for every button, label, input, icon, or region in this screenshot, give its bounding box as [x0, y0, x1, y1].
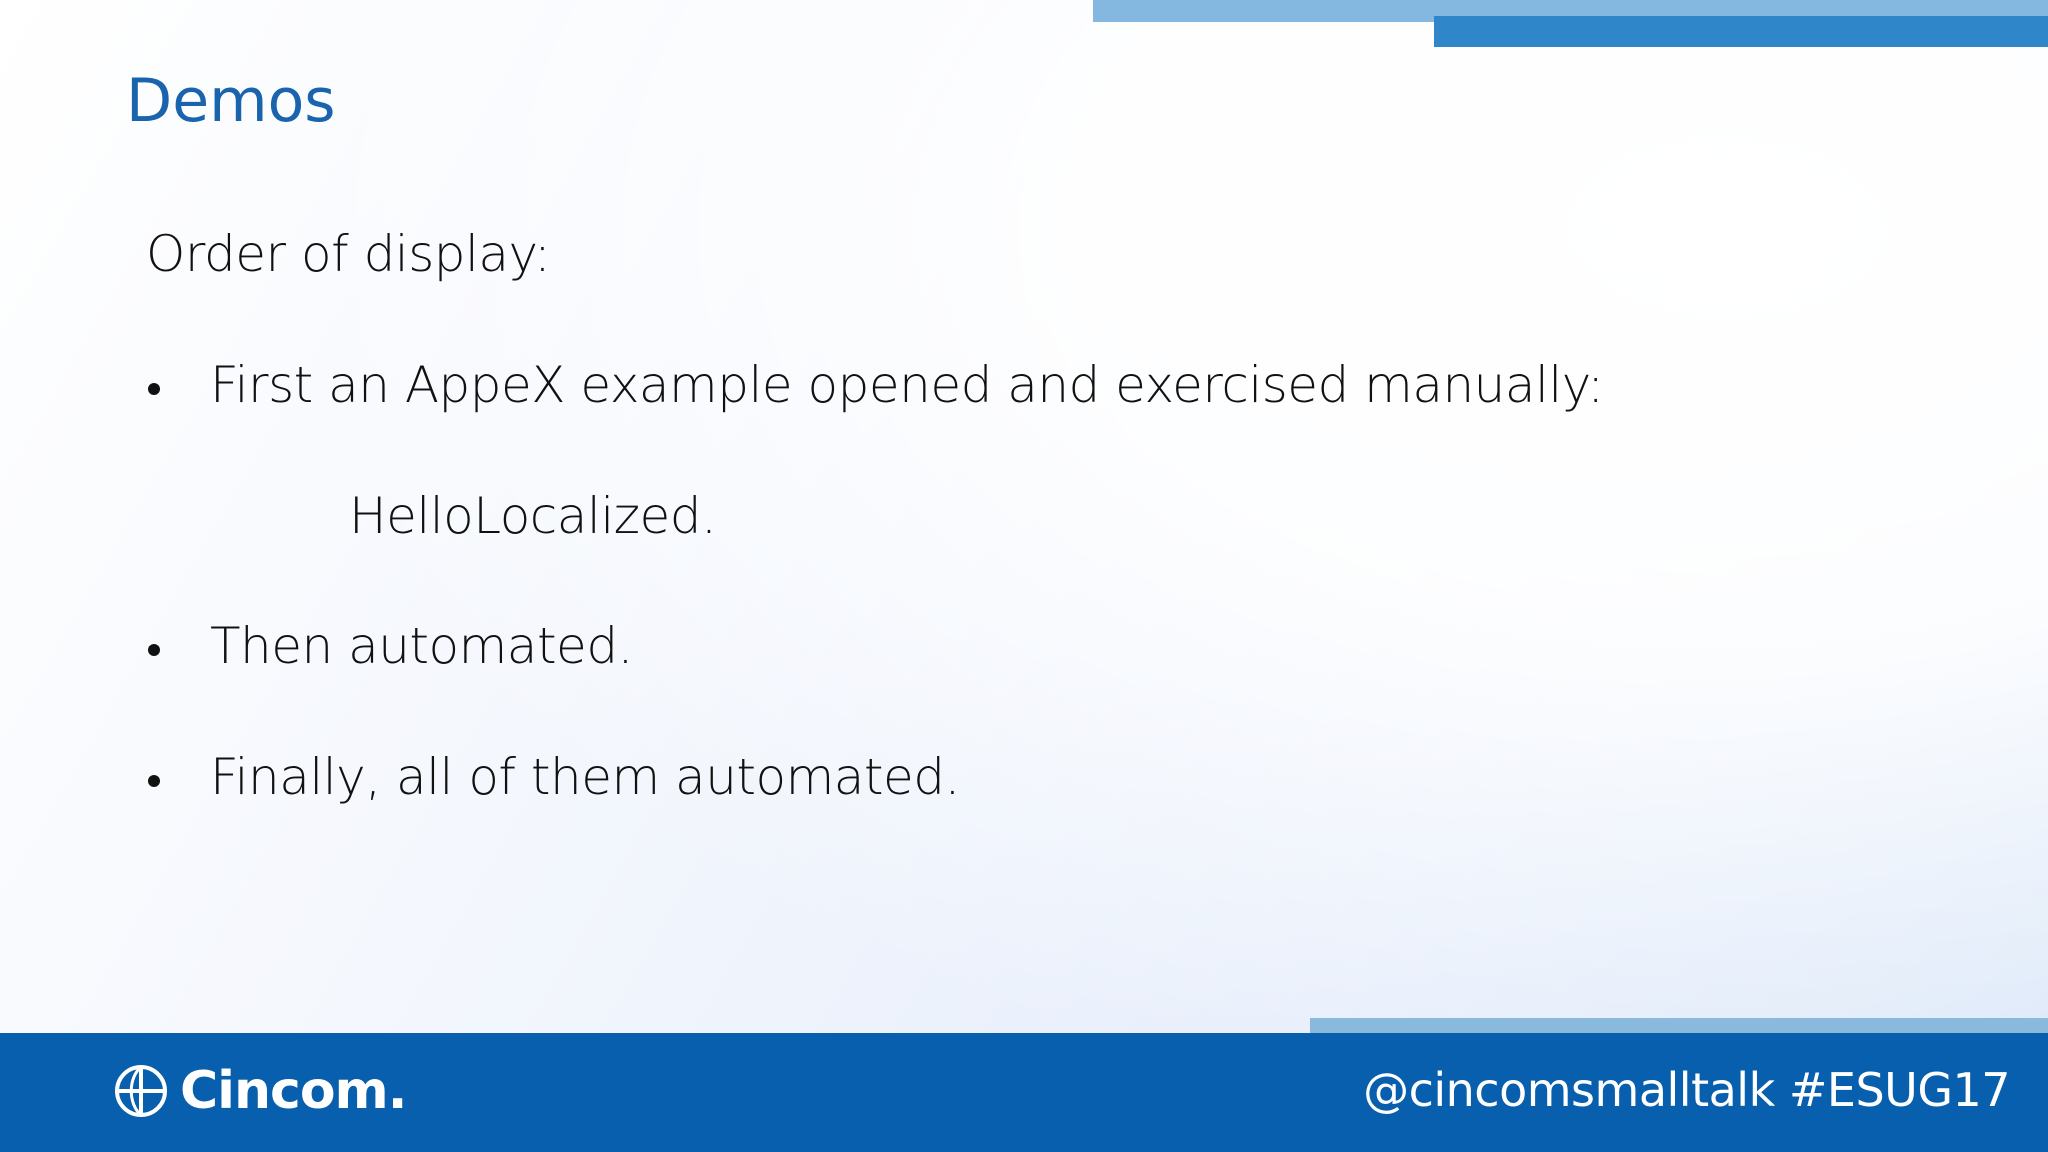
- slide-title: Demos: [126, 66, 336, 136]
- bullet-dot-icon: [148, 383, 160, 395]
- indented-line: HelloLocalized.: [349, 487, 717, 545]
- intro-text: Order of display:: [146, 225, 551, 283]
- bullet-text: Then automated.: [210, 617, 633, 675]
- cincom-logo: [112, 1058, 408, 1124]
- bullet-text: First an AppeX example opened and exercised manually:: [210, 356, 1604, 414]
- footer-hashtag: @cincomsmalltalk #ESUG17: [1363, 1063, 2010, 1117]
- top-accent-bar-dark: [1434, 16, 2048, 47]
- bullet-text: Finally, all of them automated.: [210, 748, 960, 806]
- logo-text: Cincom: [180, 1061, 388, 1121]
- cincom-globe-icon: [112, 1062, 170, 1120]
- bullet-dot-icon: [148, 644, 160, 656]
- logo-dot: .: [387, 1061, 408, 1121]
- bullet-dot-icon: [148, 775, 160, 787]
